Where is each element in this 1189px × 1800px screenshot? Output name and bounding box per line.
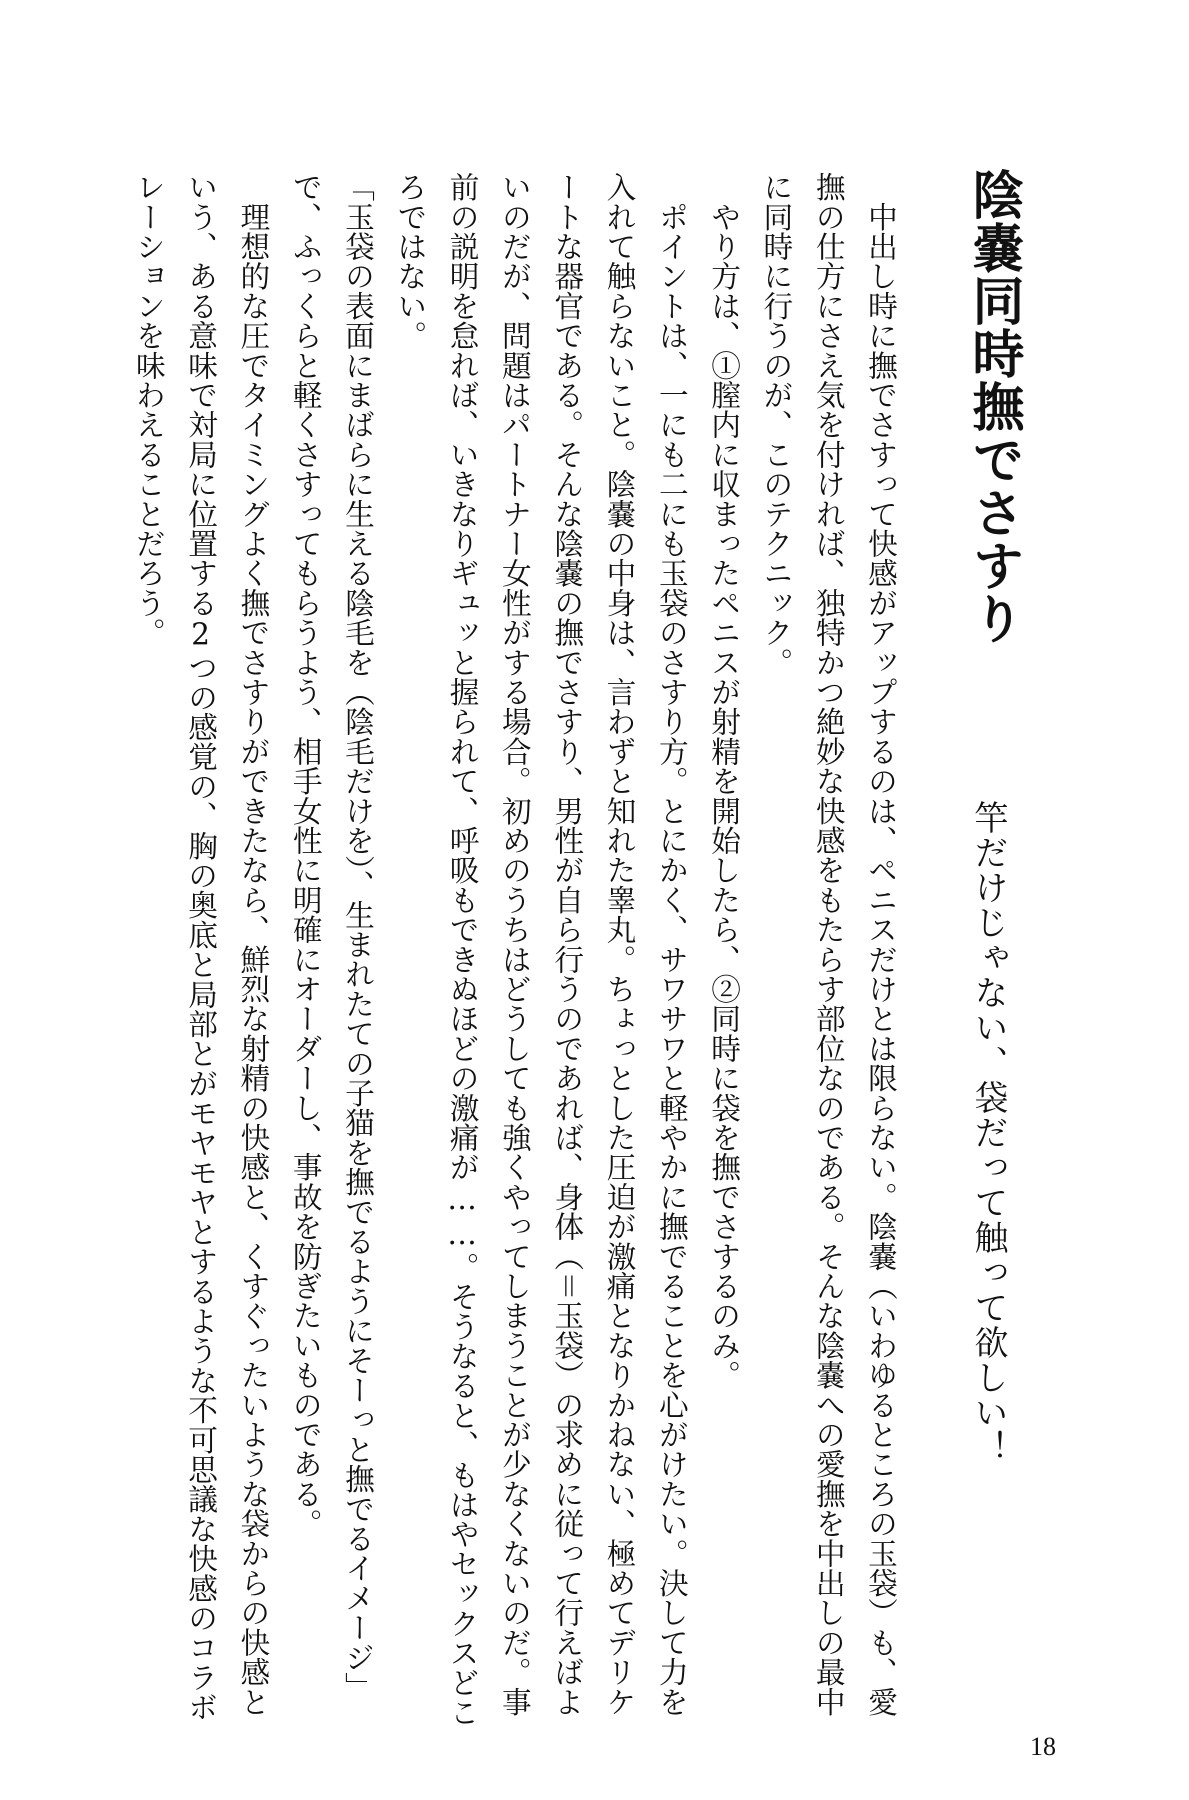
text-column: いのだが、問題はパートナー女性がする場合。初めのうちはどうしても強くやってしまうことが少なくないのだ。事 — [496, 172, 532, 1717]
text-column: 前の説明を怠れば、いきなりギュッと握られて、呼吸もできぬほどの激痛が……。そうなると、もはやセックスどこ — [444, 172, 480, 1727]
text-column: 撫の仕方にさえ気を付ければ、独特かつ絶妙な快感をもたらす部位なのである。そんな陰嚢への愛撫を中出しの最中 — [810, 172, 846, 1717]
text-column: ポイントは、一にも二にも玉袋のさすり方。とにかく、サワサワと軽やかに撫でることを心がけたい。決して力を — [653, 172, 689, 1717]
text-column: 「玉袋の表面にまばらに生える陰毛を（陰毛だけを）、生まれたての子猫を撫でるようにそーっと撫でるイメージ」 — [340, 172, 375, 1702]
text-column: で、ふっくらと軽くさすってもらうよう、相手女性に明確にオーダーし、事故を防ぎたいものである。 — [287, 172, 323, 1539]
text-column: 理想的な圧でタイミングよく撫でさすりができたなら、鮮烈な射精の快感と、くすぐったいような袋からの快感と — [235, 172, 271, 1717]
text-column: いう、ある意味で対局に位置する2つの感覚の、胸の奥底と局部とがモヤモヤとするような不可思議な快感のコラボ — [183, 172, 219, 1722]
text-column: やり方は、①膣内に収まったペニスが射精を開始したら、②同時に袋を撫でさするのみ。 — [706, 172, 742, 1390]
page-subtitle: 竿だけじゃない、袋だって触って欲しい！ — [968, 800, 1008, 1465]
text-column: に同時に行うのが、このテクニック。 — [758, 172, 794, 677]
page-title: 陰嚢同時撫でさすり — [963, 168, 1024, 645]
text-column: 中出し時に撫でさすって快感がアップするのは、ペニスだけとは限らない。陰嚢（いわゆるところの玉袋）も、愛 — [863, 172, 898, 1717]
text-column: レーションを味わえることだろう。 — [130, 172, 166, 648]
text-column: ろではない。 — [392, 172, 428, 351]
page-number: 18 — [1030, 1732, 1056, 1761]
text-column: ートな器官である。そんな陰嚢の撫でさすり、男性が自ら行うのであれば、身体（＝玉袋）の求めに従って行えばよ — [549, 172, 585, 1717]
text-column: 入れて触らないこと。陰嚢の中身は、言わずと知れた睾丸。ちょっとした圧迫が激痛となりかねない、極めてデリケ — [601, 172, 637, 1717]
